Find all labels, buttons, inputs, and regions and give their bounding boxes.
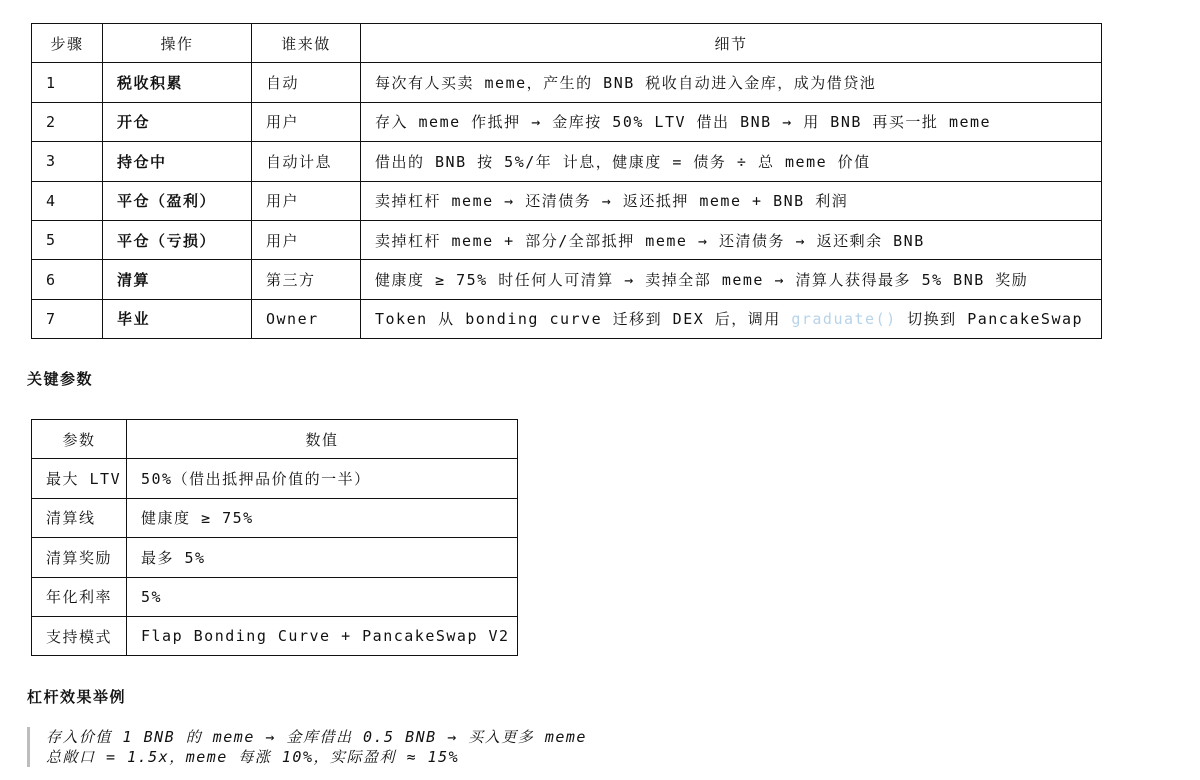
step-detail: 存入 meme 作抵押 → 金库按 50% LTV 借出 BNB → 用 BNB 再买一批 meme xyxy=(361,102,1102,141)
param-name: 清算奖励 xyxy=(32,538,127,577)
param-value: Flap Bonding Curve + PancakeSwap V2 xyxy=(127,616,518,655)
step-number: 2 xyxy=(32,102,103,141)
param-name: 年化利率 xyxy=(32,577,127,616)
param-value: 50%（借出抵押品价值的一半） xyxy=(127,459,518,498)
step-number: 5 xyxy=(32,220,103,259)
header-step: 步骤 xyxy=(32,24,103,63)
param-value: 最多 5% xyxy=(127,538,518,577)
param-name: 支持模式 xyxy=(32,616,127,655)
step-action: 平仓（亏损） xyxy=(103,220,252,259)
header-value: 数值 xyxy=(127,420,518,459)
steps-header-row xyxy=(32,24,1102,63)
table-row xyxy=(32,577,518,616)
table-row xyxy=(32,616,518,655)
step-detail: 借出的 BNB 按 5%/年 计息，健康度 = 债务 ÷ 总 meme 价值 xyxy=(361,142,1102,181)
step-who: Owner xyxy=(252,299,361,338)
step-who: 第三方 xyxy=(252,260,361,299)
step-action: 毕业 xyxy=(103,299,252,338)
table-row xyxy=(32,459,518,498)
header-param: 参数 xyxy=(32,420,127,459)
table-row xyxy=(32,260,1102,299)
table-row xyxy=(32,538,518,577)
graduate-code: graduate() xyxy=(791,310,897,329)
param-name: 最大 LTV xyxy=(32,459,127,498)
steps-table xyxy=(31,23,1102,339)
example-heading: 杠杆效果举例 xyxy=(27,688,127,706)
step-number: 1 xyxy=(32,63,103,102)
header-action: 操作 xyxy=(103,24,252,63)
step-detail: 健康度 ≥ 75% 时任何人可清算 → 卖掉全部 meme → 清算人获得最多 5% BNB 奖励 xyxy=(361,260,1102,299)
step-detail: 每次有人买卖 meme，产生的 BNB 税收自动进入金库，成为借贷池 xyxy=(361,63,1102,102)
param-value: 健康度 ≥ 75% xyxy=(127,498,518,537)
table-row xyxy=(32,498,518,537)
table-row xyxy=(32,299,1102,338)
detail-text-before: Token 从 bonding curve 迁移到 DEX 后，调用 xyxy=(375,310,792,329)
param-name: 清算线 xyxy=(32,498,127,537)
detail-text-after: 切换到 PancakeSwap xyxy=(896,310,1084,329)
step-detail: 卖掉杠杆 meme + 部分/全部抵押 meme → 还清债务 → 返还剩余 BNB xyxy=(361,220,1102,259)
step-number: 7 xyxy=(32,299,103,338)
params-heading: 关键参数 xyxy=(27,370,94,388)
step-action: 持仓中 xyxy=(103,142,252,181)
header-who: 谁来做 xyxy=(252,24,361,63)
table-row xyxy=(32,181,1102,220)
step-who: 用户 xyxy=(252,102,361,141)
step-who: 用户 xyxy=(252,181,361,220)
step-who: 自动 xyxy=(252,63,361,102)
table-row xyxy=(32,220,1102,259)
params-table xyxy=(31,419,518,656)
step-action: 平仓（盈利） xyxy=(103,181,252,220)
step-detail: 卖掉杠杆 meme → 还清债务 → 返还抵押 meme + BNB 利润 xyxy=(361,181,1102,220)
step-detail xyxy=(361,299,1102,338)
param-value: 5% xyxy=(127,577,518,616)
step-number: 3 xyxy=(32,142,103,181)
step-action: 税收积累 xyxy=(103,63,252,102)
table-row xyxy=(32,63,1102,102)
step-who: 自动计息 xyxy=(252,142,361,181)
step-action: 清算 xyxy=(103,260,252,299)
table-row xyxy=(32,142,1102,181)
header-detail: 细节 xyxy=(361,24,1102,63)
step-number: 6 xyxy=(32,260,103,299)
params-header-row xyxy=(32,420,518,459)
example-quote-line: 存入价值 1 BNB 的 meme → 金库借出 0.5 BNB → 买入更多 meme xyxy=(27,727,587,747)
table-row xyxy=(32,102,1102,141)
example-quote-line: 总敞口 = 1.5x，meme 每涨 10%，实际盈利 ≈ 15% xyxy=(27,747,459,767)
step-who: 用户 xyxy=(252,220,361,259)
step-number: 4 xyxy=(32,181,103,220)
step-action: 开仓 xyxy=(103,102,252,141)
